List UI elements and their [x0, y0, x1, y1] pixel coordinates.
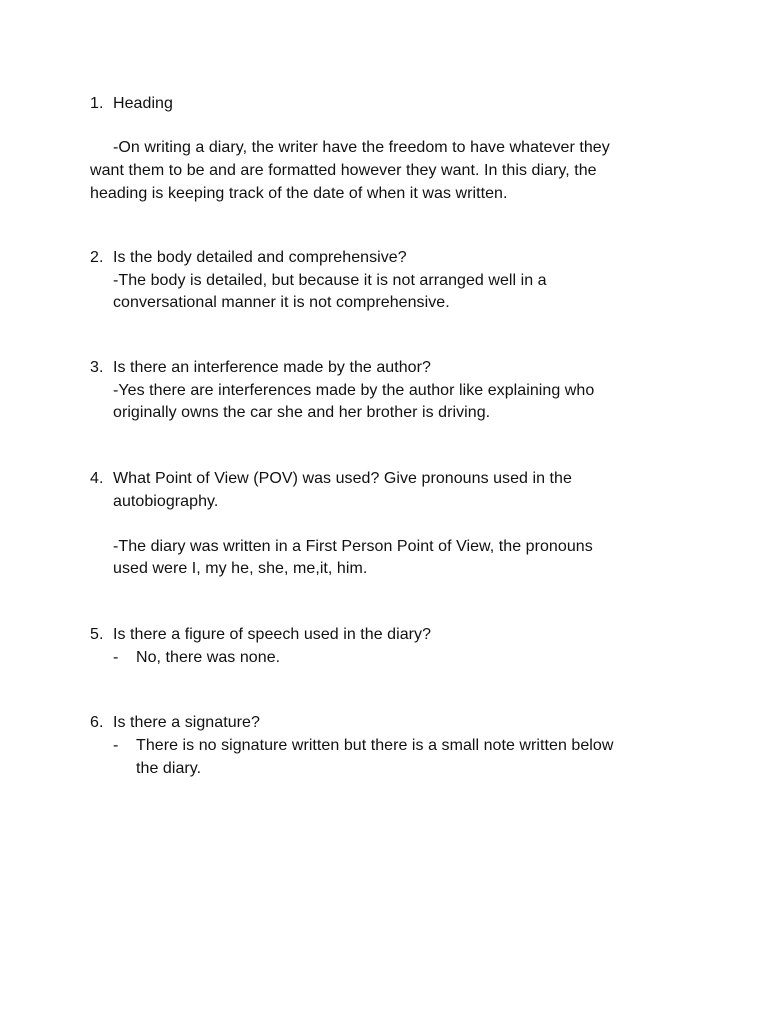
item-number: 5.	[90, 626, 104, 643]
item-number: 1.	[90, 95, 104, 112]
answer-line: No, there was none.	[136, 649, 281, 666]
answer-line: -On writing a diary, the writer have the freedom to have whatever they	[113, 139, 610, 156]
answer-line: conversational manner it is not comprehensive.	[113, 294, 450, 311]
answer-line: -Yes there are interferences made by the author like explaining who	[113, 382, 595, 399]
item-number: 4.	[90, 470, 104, 487]
item-number: 3.	[90, 359, 104, 376]
bullet-dash: -	[113, 649, 119, 666]
item-number: 6.	[90, 714, 104, 731]
item-question: What Point of View (POV) was used? Give pronouns used in the	[113, 470, 572, 487]
answer-line: heading is keeping track of the date of when it was written.	[90, 185, 508, 202]
answer-line: -The body is detailed, but because it is not arranged well in a	[113, 272, 547, 289]
answer-line: want them to be and are formatted however they want. In this diary, the	[90, 162, 597, 179]
answer-line: There is no signature written but there is a small note written below	[136, 737, 614, 754]
item-question: autobiography.	[113, 493, 219, 510]
item-question: Is there an interference made by the author?	[113, 359, 431, 376]
item-number: 2.	[90, 249, 104, 266]
item-question: Is there a signature?	[113, 714, 260, 731]
answer-line: used were I, my he, she, me,it, him.	[113, 560, 368, 577]
item-question: Heading	[113, 95, 173, 112]
answer-line: -The diary was written in a First Person Point of View, the pronouns	[113, 538, 593, 555]
bullet-dash: -	[113, 737, 119, 754]
item-question: Is the body detailed and comprehensive?	[113, 249, 407, 266]
answer-line: the diary.	[136, 760, 202, 777]
item-question: Is there a figure of speech used in the diary?	[113, 626, 432, 643]
answer-line: originally owns the car she and her brother is driving.	[113, 404, 491, 421]
